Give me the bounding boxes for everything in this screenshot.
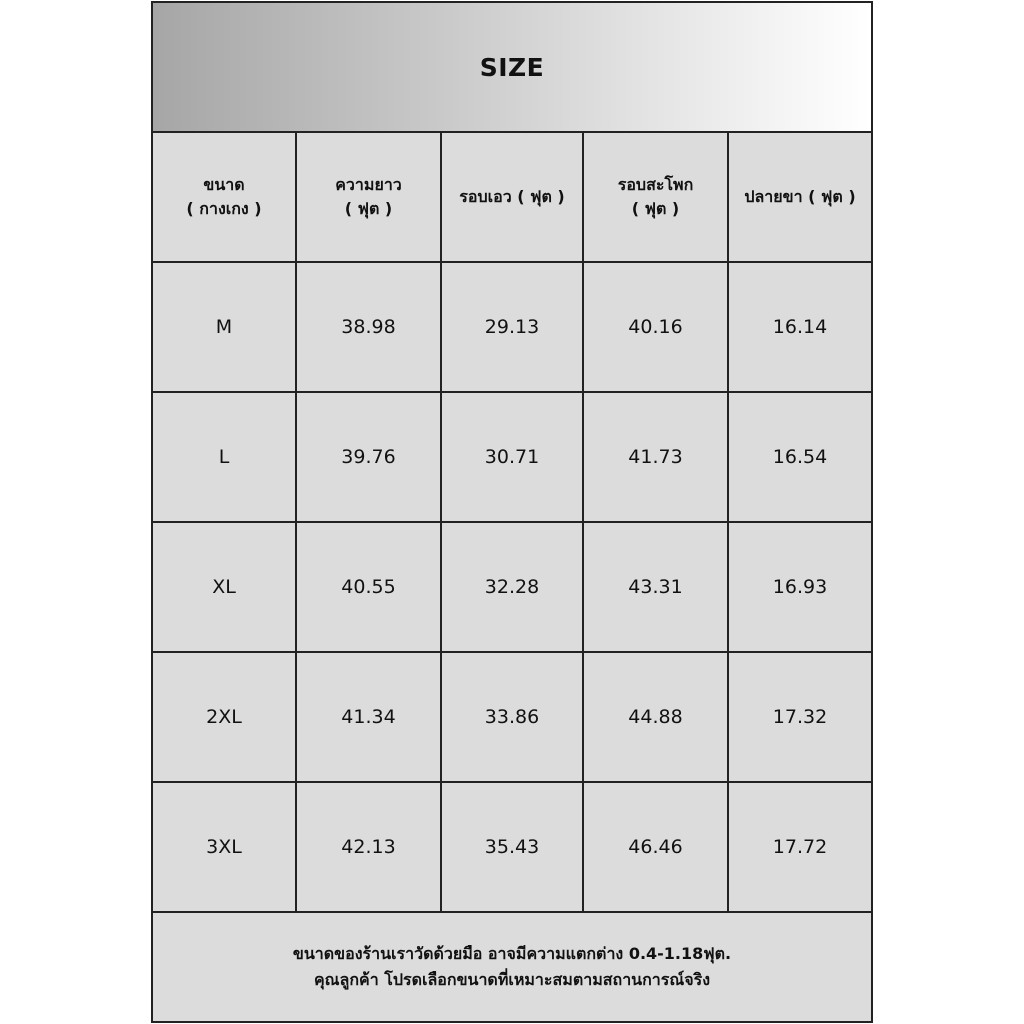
- table-cell-hip: 46.46: [584, 783, 729, 913]
- table-cell-size: 3XL: [153, 783, 297, 913]
- column-header-length: ความยาว ( ฟุต ): [297, 133, 442, 263]
- column-header-size: ขนาด ( กางเกง ): [153, 133, 297, 263]
- table-cell-leg-opening: 16.14: [729, 263, 871, 393]
- table-cell-leg-opening: 16.54: [729, 393, 871, 523]
- table-cell-hip: 43.31: [584, 523, 729, 653]
- size-chart: [151, 1, 873, 1023]
- table-cell-waist: 35.43: [442, 783, 584, 913]
- table-cell-leg-opening: 17.32: [729, 653, 871, 783]
- table-cell-leg-opening: 17.72: [729, 783, 871, 913]
- table-cell-length: 39.76: [297, 393, 442, 523]
- measurement-note: [153, 913, 871, 1021]
- table-cell-hip: 40.16: [584, 263, 729, 393]
- table-cell-length: 41.34: [297, 653, 442, 783]
- table-cell-size: 2XL: [153, 653, 297, 783]
- table-cell-waist: 29.13: [442, 263, 584, 393]
- table-cell-size: M: [153, 263, 297, 393]
- chart-title: SIZE: [479, 52, 545, 82]
- table-cell-leg-opening: 16.93: [729, 523, 871, 653]
- column-header-hip: รอบสะโพก ( ฟุต ): [584, 133, 729, 263]
- table-cell-size: XL: [153, 523, 297, 653]
- table-cell-waist: 30.71: [442, 393, 584, 523]
- size-table: [153, 133, 871, 913]
- note-line-2: คุณลูกค้า โปรดเลือกขนาดที่เหมาะสมตามสถานการณ์จริง: [313, 970, 711, 989]
- chart-header: [153, 3, 871, 133]
- table-cell-hip: 41.73: [584, 393, 729, 523]
- column-header-leg-opening: ปลายขา ( ฟุต ): [729, 133, 871, 263]
- column-header-waist: รอบเอว ( ฟุต ): [442, 133, 584, 263]
- table-cell-length: 42.13: [297, 783, 442, 913]
- table-cell-waist: 33.86: [442, 653, 584, 783]
- table-cell-length: 40.55: [297, 523, 442, 653]
- note-line-1: ขนาดของร้านเราวัดด้วยมือ อาจมีความแตกต่าง 0.4-1.18ฟุต.: [292, 944, 732, 963]
- table-cell-size: L: [153, 393, 297, 523]
- table-cell-length: 38.98: [297, 263, 442, 393]
- table-cell-hip: 44.88: [584, 653, 729, 783]
- table-cell-waist: 32.28: [442, 523, 584, 653]
